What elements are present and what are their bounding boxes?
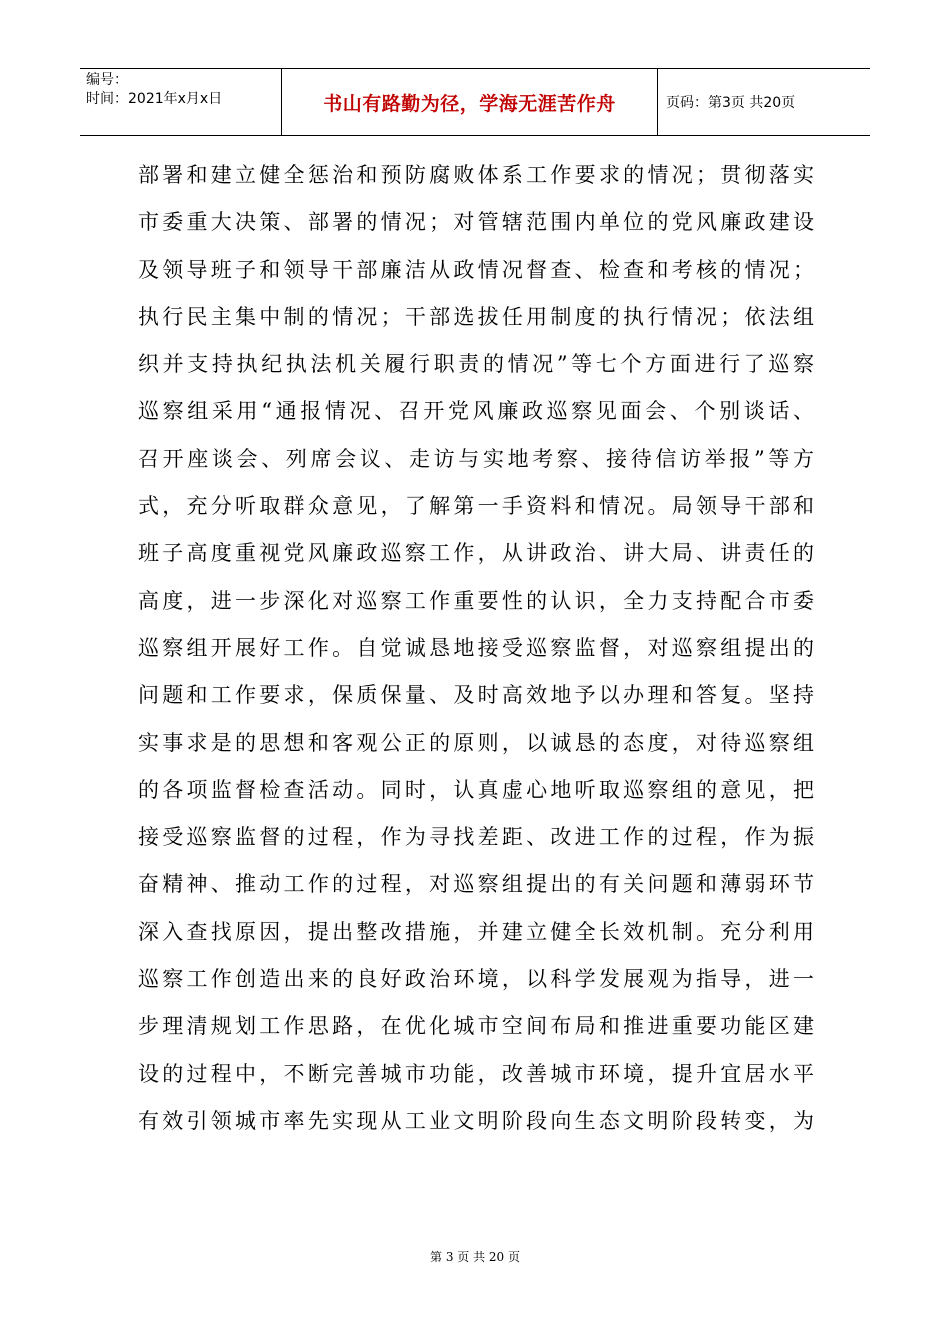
page-header bbox=[80, 68, 870, 136]
text-line: 式，充分听取群众意见，了解第一手资料和情况。局领导干部和 bbox=[138, 494, 814, 519]
document-date: 时间：2021年x月x日 bbox=[86, 91, 223, 107]
page-footer: 第 3 页 共 20 页 bbox=[430, 1250, 520, 1264]
header-meta bbox=[80, 69, 282, 135]
text-line: 巡察组采用“通报情况、召开党风廉政巡察见面会、个别谈话、 bbox=[138, 399, 814, 424]
text-line: 班子高度重视党风廉政巡察工作，从讲政治、讲大局、讲责任的 bbox=[138, 541, 814, 566]
text-line: 接受巡察监督的过程，作为寻找差距、改进工作的过程，作为振 bbox=[138, 825, 814, 850]
document-number-label: 编号： bbox=[86, 72, 128, 88]
text-line: 问题和工作要求，保质保量、及时高效地予以办理和答复。坚持 bbox=[138, 683, 814, 708]
text-line: 的各项监督检查活动。同时，认真虚心地听取巡察组的意见，把 bbox=[138, 777, 814, 802]
text-line: 步理清规划工作思路，在优化城市空间布局和推进重要功能区建 bbox=[138, 1014, 814, 1039]
header-page-info: 页码：第3页 共20页 bbox=[666, 95, 796, 111]
text-line: 巡察组开展好工作。自觉诚恳地接受巡察监督，对巡察组提出的 bbox=[138, 635, 814, 660]
text-line: 市委重大决策、部署的情况；对管辖范围内单位的党风廉政建设 bbox=[138, 210, 814, 235]
text-line: 织并支持执纪执法机关履行职责的情况”等七个方面进行了巡察 bbox=[138, 352, 814, 377]
text-line: 有效引领城市率先实现从工业文明阶段向生态文明阶段转变，为 bbox=[138, 1108, 814, 1133]
text-line: 执行民主集中制的情况；干部选拔任用制度的执行情况；依法组 bbox=[138, 304, 814, 329]
text-line: 设的过程中，不断完善城市功能，改善城市环境，提升宜居水平 bbox=[138, 1061, 814, 1086]
text-line: 部署和建立健全惩治和预防腐败体系工作要求的情况；贯彻落实 bbox=[138, 163, 814, 187]
text-line: 召开座谈会、列席会议、走访与实地考察、接待信访举报”等方 bbox=[138, 446, 814, 471]
text-line: 高度，进一步深化对巡察工作重要性的认识，全力支持配合市委 bbox=[138, 588, 814, 613]
header-motto: 书山有路勤为径，学海无涯苦作舟 bbox=[282, 69, 658, 135]
text-line: 奋精神、推动工作的过程，对巡察组提出的有关问题和薄弱环节 bbox=[138, 872, 814, 897]
text-line: 实事求是的思想和客观公正的原则，以诚恳的态度，对待巡察组 bbox=[138, 730, 814, 755]
text-line: 及领导班子和领导干部廉洁从政情况督查、检查和考核的情况； bbox=[138, 257, 814, 282]
text-line: 深入查找原因，提出整改措施，并建立健全长效机制。充分利用 bbox=[138, 919, 814, 944]
body-text bbox=[138, 152, 814, 1145]
text-line: 巡察工作创造出来的良好政治环境，以科学发展观为指导，进一 bbox=[138, 967, 814, 992]
